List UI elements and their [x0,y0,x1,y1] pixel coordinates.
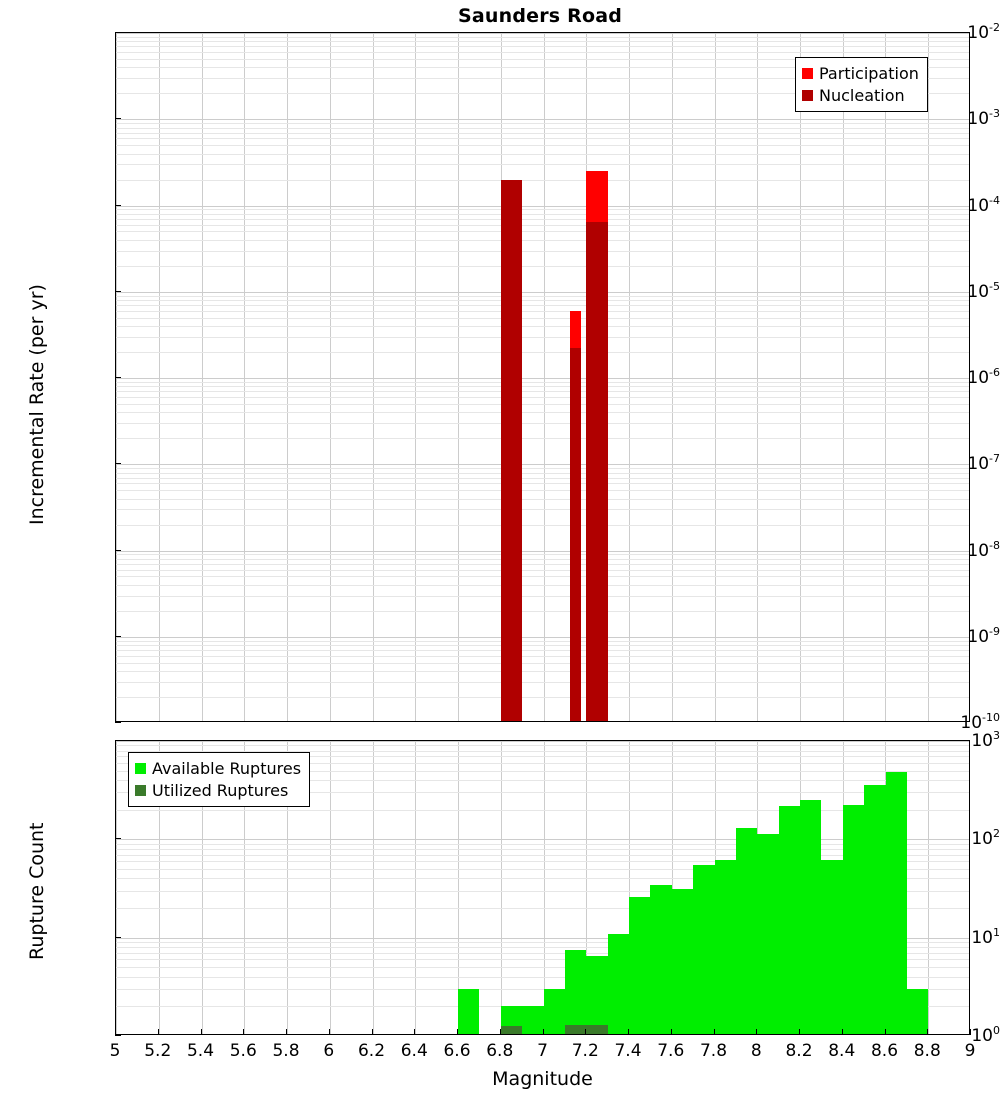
gridline-horizontal [116,490,969,491]
x-tick-mark [414,1029,415,1035]
x-tick-mark [543,1029,544,1035]
gridline-vertical [202,33,203,721]
gridline-horizontal [116,596,969,597]
y-tick-label: $10^{-8}$ [967,538,1000,561]
x-tick-label: 7.2 [571,1041,599,1061]
y-tick-label: $10^1$ [971,925,1000,948]
y-tick-mark [115,636,121,637]
gridline-horizontal [116,296,969,297]
gridline-horizontal [116,585,969,586]
gridline-vertical [757,33,758,721]
gridline-vertical [885,33,886,721]
gridline-horizontal [116,611,969,612]
gridline-horizontal [116,663,969,664]
bar-available-ruptures [586,956,607,1035]
x-tick-mark [927,1029,928,1035]
gridline-vertical [373,741,374,1034]
y-tick-mark [115,722,121,723]
y-tick-label: $10^{-5}$ [967,279,1000,302]
bar-utilized-ruptures [565,1025,586,1035]
gridline-horizontal [116,206,969,207]
y-tick-label: $10^0$ [971,1024,1000,1046]
gridline-horizontal [116,671,969,672]
gridline-vertical [415,741,416,1034]
y-tick-mark [115,937,121,938]
bar-available-ruptures [864,785,885,1035]
y-tick-mark [115,838,121,839]
gridline-horizontal [116,645,969,646]
bar-available-ruptures [779,806,800,1035]
gridline-horizontal [116,128,969,129]
bar-available-ruptures [800,800,821,1035]
bar-available-ruptures [886,772,907,1035]
gridline-horizontal [116,839,969,840]
incremental-rate-legend-item [802,63,919,85]
incremental-rate-legend [795,57,928,112]
x-tick-label: 8.8 [913,1041,941,1061]
gridline-horizontal [116,337,969,338]
legend-color-swatch [802,90,813,101]
x-tick-mark [457,1029,458,1035]
x-tick-label: 8.4 [828,1041,856,1061]
gridline-horizontal [116,219,969,220]
y-tick-mark [115,463,121,464]
gridline-horizontal [116,145,969,146]
gridline-vertical [116,741,117,1034]
x-tick-label: 8.6 [870,1041,899,1061]
gridline-horizontal [116,438,969,439]
y-tick-mark [115,118,121,119]
gridline-horizontal [116,478,969,479]
y-tick-mark [115,740,121,741]
y-tick-mark [115,32,121,33]
legend-label: Available Ruptures [152,759,302,778]
gridline-horizontal [116,564,969,565]
gridline-horizontal [116,473,969,474]
y-tick-label: $10^{-7}$ [967,452,1000,475]
y-tick-label: $10^{-6}$ [967,366,1000,388]
gridline-horizontal [116,37,969,38]
x-tick-mark [585,1029,586,1035]
bar-available-ruptures [565,950,586,1035]
y-tick-mark [115,377,121,378]
legend-label: Participation [819,64,919,83]
y-tick-label: $10^{-2}$ [967,21,1000,43]
gridline-horizontal [116,391,969,392]
gridline-horizontal [116,855,969,856]
gridline-vertical [672,33,673,721]
gridline-horizontal [116,570,969,571]
gridline-horizontal [116,741,969,742]
gridline-horizontal [116,318,969,319]
x-tick-mark [329,1029,330,1035]
gridline-horizontal [116,412,969,413]
bar-available-ruptures [458,989,479,1035]
bar-available-ruptures [522,1006,543,1035]
x-tick-mark [714,1029,715,1035]
gridline-horizontal [116,509,969,510]
rupture-count-legend-item [135,758,301,780]
gridline-horizontal [116,41,969,42]
gridline-horizontal [116,576,969,577]
gridline-horizontal [116,697,969,698]
x-tick-label: 7.6 [657,1041,685,1061]
x-tick-mark [970,1029,971,1035]
x-tick-mark [885,1029,886,1035]
y-tick-mark [115,550,121,551]
bar-nucleation [570,348,581,722]
gridline-horizontal [116,650,969,651]
incremental-rate-plot [115,32,970,722]
gridline-vertical [843,33,844,721]
bar-available-ruptures [629,897,650,1035]
gridline-horizontal [116,305,969,306]
gridline-vertical [159,33,160,721]
bar-available-ruptures [650,885,671,1035]
x-tick-label: 5.4 [186,1041,215,1061]
y-tick-label: $10^{-4}$ [967,193,1000,216]
gridline-horizontal [116,292,969,293]
magnitude-x-axis-title: Magnitude [492,1068,593,1090]
gridline-horizontal [116,637,969,638]
y-tick-mark [115,1035,121,1036]
rupture-count-y-axis-title: Rupture Count [26,822,48,960]
gridline-horizontal [116,386,969,387]
gridline-horizontal [116,214,969,215]
gridline-vertical [544,33,545,721]
rupture-count-legend-item [135,780,301,802]
gridline-horizontal [116,133,969,134]
gridline-vertical [458,33,459,721]
y-tick-mark [115,205,121,206]
x-tick-label: 6.2 [357,1041,386,1061]
gridline-vertical [800,33,801,721]
gridline-horizontal [116,559,969,560]
gridline-horizontal [116,397,969,398]
x-tick-label: 5.8 [272,1041,300,1061]
bar-available-ruptures [608,934,629,1035]
x-tick-mark [500,1029,501,1035]
gridline-vertical [330,741,331,1034]
gridline-horizontal [116,404,969,405]
gridline-horizontal [116,52,969,53]
gridline-vertical [629,33,630,721]
x-tick-mark [842,1029,843,1035]
bar-utilized-ruptures [586,1025,607,1035]
gridline-vertical [373,33,374,721]
gridline-horizontal [116,810,969,811]
gridline-horizontal [116,154,969,155]
x-tick-label: 6 [323,1041,335,1061]
gridline-horizontal [116,352,969,353]
incremental-rate-legend-item [802,85,919,107]
gridline-horizontal [116,46,969,47]
gridline-horizontal [116,551,969,552]
gridline-horizontal [116,209,969,210]
x-tick-mark [372,1029,373,1035]
chart-title: Saunders Road [457,5,623,27]
gridline-vertical [287,33,288,721]
gridline-horizontal [116,525,969,526]
x-tick-mark [628,1029,629,1035]
x-tick-mark [243,1029,244,1035]
gridline-vertical [244,33,245,721]
gridline-horizontal [116,499,969,500]
x-tick-label: 8 [750,1041,762,1061]
y-tick-mark [115,291,121,292]
bar-available-ruptures [672,889,693,1035]
bar-available-ruptures [821,860,842,1035]
gridline-horizontal [116,745,969,746]
y-tick-label: $10^{-10}$ [960,711,1000,733]
gridline-horizontal [116,378,969,379]
gridline-horizontal [116,119,969,120]
x-tick-label: 7.8 [699,1041,728,1061]
legend-label: Utilized Ruptures [152,780,289,800]
bar-available-ruptures [843,805,864,1035]
x-tick-mark [286,1029,287,1035]
x-tick-label: 5 [109,1041,121,1061]
legend-color-swatch [135,763,146,774]
bar-available-ruptures [757,834,778,1035]
gridline-vertical [330,33,331,721]
y-tick-label: $10^3$ [971,729,1000,751]
x-tick-label: 6.8 [486,1041,514,1061]
rupture-count-legend [128,752,310,807]
x-tick-label: 7.4 [614,1041,642,1061]
x-tick-mark [799,1029,800,1035]
legend-color-swatch [802,68,813,79]
y-tick-label: $10^{-3}$ [967,107,1000,130]
gridline-horizontal [116,382,969,383]
bar-nucleation [501,180,522,722]
legend-label: Nucleation [819,85,905,105]
bar-available-ruptures [544,989,565,1035]
gridline-vertical [415,33,416,721]
bar-available-ruptures [715,860,736,1035]
x-tick-mark [756,1029,757,1035]
gridline-horizontal [116,123,969,124]
x-tick-label: 5.6 [229,1041,257,1061]
gridline-horizontal [116,180,969,181]
gridline-horizontal [116,225,969,226]
y-tick-label: $10^{-9}$ [967,624,1000,647]
x-tick-mark [201,1029,202,1035]
x-tick-label: 5.2 [144,1041,172,1061]
gridline-horizontal [116,468,969,469]
gridline-horizontal [116,240,969,241]
bar-available-ruptures [693,865,714,1035]
gridline-horizontal [116,423,969,424]
bar-nucleation [586,222,607,722]
gridline-horizontal [116,641,969,642]
x-tick-mark [158,1029,159,1035]
gridline-vertical [715,33,716,721]
gridline-horizontal [116,251,969,252]
gridline-horizontal [116,33,969,34]
gridline-horizontal [116,300,969,301]
x-tick-label: 6.6 [443,1041,471,1061]
y-tick-label: $10^2$ [971,827,1000,850]
gridline-horizontal [116,844,969,845]
gridline-horizontal [116,682,969,683]
incremental-rate-y-axis-title: Incremental Rate (per yr) [26,284,48,525]
gridline-horizontal [116,311,969,312]
gridline-horizontal [116,326,969,327]
gridline-vertical [501,741,502,1034]
gridline-horizontal [116,164,969,165]
x-tick-label: 6.4 [400,1041,428,1061]
gridline-horizontal [116,849,969,850]
legend-color-swatch [135,785,146,796]
gridline-horizontal [116,483,969,484]
x-tick-mark [115,1029,116,1035]
gridline-horizontal [116,231,969,232]
gridline-horizontal [116,138,969,139]
x-tick-mark [671,1029,672,1035]
x-tick-label: 9 [964,1041,976,1061]
bar-utilized-ruptures [501,1026,522,1035]
x-tick-label: 7 [537,1041,548,1061]
gridline-horizontal [116,656,969,657]
x-tick-label: 8.2 [785,1041,813,1061]
gridline-horizontal [116,464,969,465]
gridline-horizontal [116,554,969,555]
gridline-horizontal [116,266,969,267]
bar-available-ruptures [736,828,757,1035]
